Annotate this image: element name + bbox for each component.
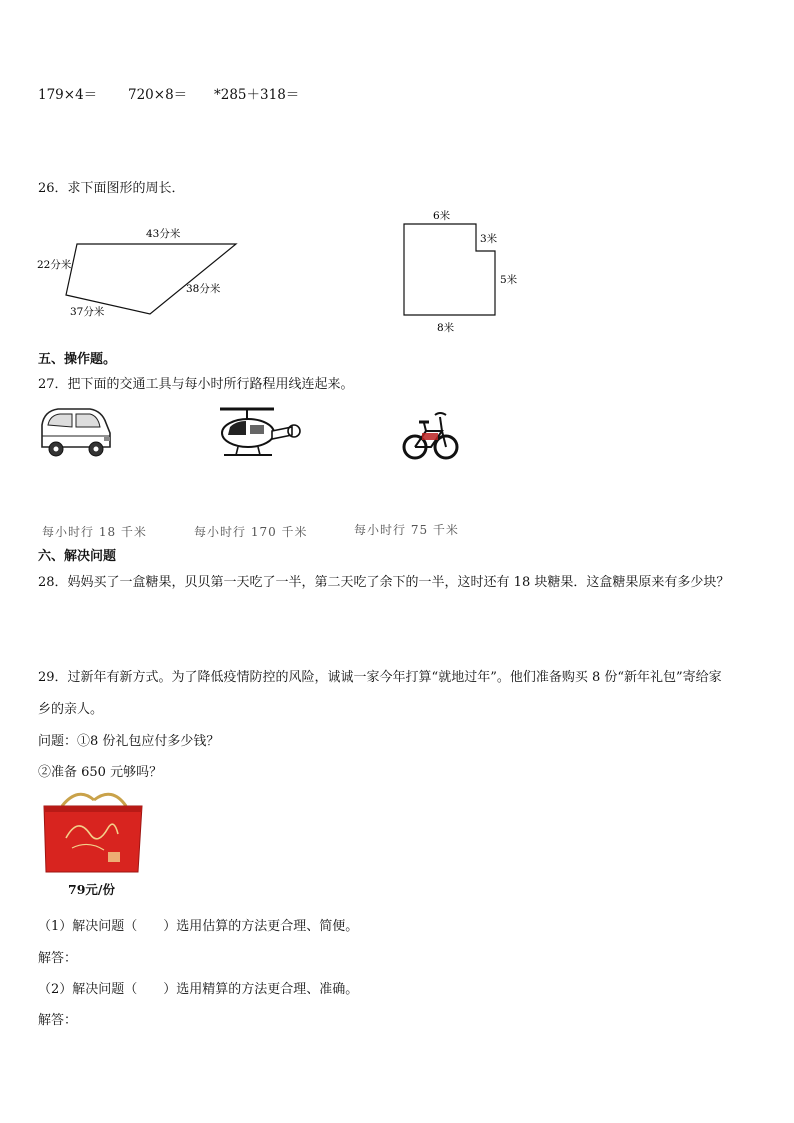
quad-label-bottom: 37分米 — [70, 306, 105, 318]
sub-question-2: （2）解决问题（ ）选用精算的方法更合理、准确。 — [38, 982, 359, 997]
lshape-label-right: 5米 — [500, 274, 518, 286]
bicycle-icon — [402, 403, 460, 465]
lshape-label-bottom: 8米 — [437, 322, 455, 334]
lshape-label-top: 6米 — [433, 210, 451, 222]
section-6-heading: 六、解决问题 — [38, 549, 117, 564]
sub-question-1: （1）解决问题（ ）选用估算的方法更合理、简便。 — [38, 919, 359, 934]
answer-1-label: 解答： — [38, 951, 78, 966]
question-27: 27．把下面的交通工具与每小时所行路程用线连起来。 — [38, 377, 354, 392]
gift-price-label: 79元/份 — [68, 882, 115, 897]
speed-label-1: 每小时行 18 千米 — [42, 525, 147, 539]
quad-label-left: 22分米 — [37, 259, 72, 271]
calc-item-2: 720×8＝ — [128, 87, 188, 103]
lshape-label-notch: 3米 — [480, 233, 498, 245]
section-5-heading: 五、操作题。 — [38, 352, 117, 367]
quad-label-right: 38分米 — [186, 283, 221, 295]
question-29-line-1: 29．过新年有新方式。为了降低疫情防控的风险，诚诚一家今年打算“就地过年”。他们准备购买 8 份“新年礼包”寄给家 — [38, 670, 722, 685]
quadrilateral-figure — [30, 220, 270, 330]
calc-item-1: 179×4＝ — [38, 87, 98, 103]
problem-2: ②准备 650 元够吗？ — [38, 765, 163, 780]
quad-label-top: 43分米 — [146, 228, 181, 240]
car-icon — [36, 403, 114, 459]
answer-2-label: 解答： — [38, 1013, 78, 1028]
question-26: 26．求下面图形的周长． — [38, 181, 185, 196]
speed-label-2: 每小时行 170 千米 — [194, 525, 308, 539]
calc-item-3: *285＋318＝ — [214, 87, 300, 103]
problem-1: 问题：①8 份礼包应付多少钱？ — [38, 734, 220, 749]
gift-box-image — [38, 788, 148, 878]
l-shape-figure — [395, 205, 530, 340]
speed-label-3: 每小时行 75 千米 — [354, 523, 459, 537]
question-28: 28．妈妈买了一盒糖果，贝贝第一天吃了一半，第二天吃了余下的一半，这时还有 18 块糖果．这盒糖果原来有多少块？ — [38, 575, 730, 590]
quadrilateral-shape — [66, 244, 236, 314]
question-29-line-2: 乡的亲人。 — [38, 702, 104, 717]
helicopter-icon — [216, 403, 302, 463]
